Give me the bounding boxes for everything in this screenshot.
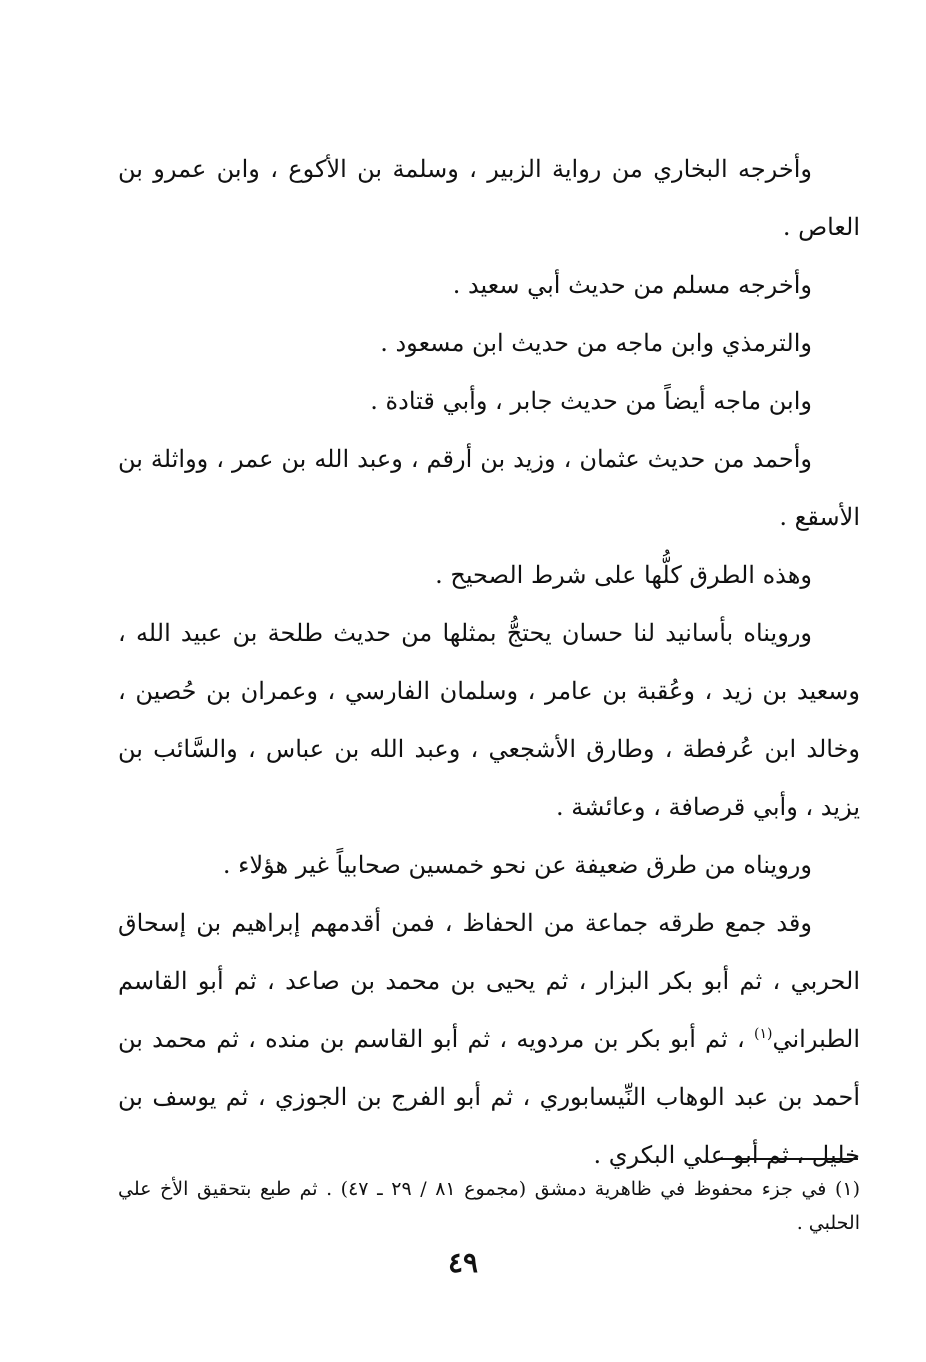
paragraph-ibn-majah: وابن ماجه أيضاً من حديث جابر ، وأبي قتادة .: [370, 387, 812, 415]
footnote-text: (١) في جزء محفوظ في ظاهرية دمشق (مجموع ٨١ / ٢٩ ـ ٤٧) . ثم طبع بتحقيق الأخ علي الحلبي .: [118, 1178, 860, 1234]
paragraph-sahih-condition: وهذه الطرق كلُّها على شرط الصحيح .: [435, 561, 812, 589]
main-text: [118, 140, 860, 1184]
footnote-reference: (١): [754, 1026, 773, 1042]
paragraph-ahmad: وأحمد من حديث عثمان ، وزيد بن أرقم ، وعبد الله بن عمر ، وواثلة بن الأسقع .: [118, 445, 860, 531]
paragraph-compilers: [118, 894, 860, 1184]
compilers-text-end: ، ثم أبو بكر بن مردويه ، ثم أبو القاسم بن منده ، ثم محمد بن أحمد بن عبد الوهاب النِّيسابوري ، ثم أبو الفرج بن الجوزي ، ثم يوسف بن خليل ، ثم أبو علي البكري .: [118, 1025, 860, 1169]
paragraph-muslim: وأخرجه مسلم من حديث أبي سعيد .: [452, 271, 812, 299]
footnote-divider: [718, 1158, 858, 1160]
compilers-text-start: وقد جمع طرقه جماعة من الحفاظ ، فمن أقدمهم إبراهيم بن إسحاق الحربي ، ثم أبو بكر البزار ، ثم يحيى بن محمد بن صاعد ، ثم أبو القاسم الطبراني: [118, 909, 860, 1053]
paragraph-tirmidhi: والترمذي وابن ماجه من حديث ابن مسعود .: [380, 329, 812, 357]
paragraph-hasan-chains: ورويناه بأسانيد لنا حسان يحتجُّ بمثلها من حديث طلحة بن عبيد الله ، وسعيد بن زيد ، وعُقبة بن عامر ، وسلمان الفارسي ، وعمران بن حُصين ، وخالد ابن عُرفطة ، وطارق الأشجعي ، وعبد الله بن عباس ، والسَّائب بن يزيد ، وأبي قرصافة ، وعائشة .: [118, 619, 860, 821]
paragraph-weak-chains: ورويناه من طرق ضعيفة عن نحو خمسين صحابياً غير هؤلاء .: [222, 851, 812, 879]
page-number: ٤٩: [447, 1246, 479, 1279]
paragraph-bukhari: وأخرجه البخاري من رواية الزبير ، وسلمة بن الأكوع ، وابن عمرو بن العاص .: [118, 155, 860, 241]
